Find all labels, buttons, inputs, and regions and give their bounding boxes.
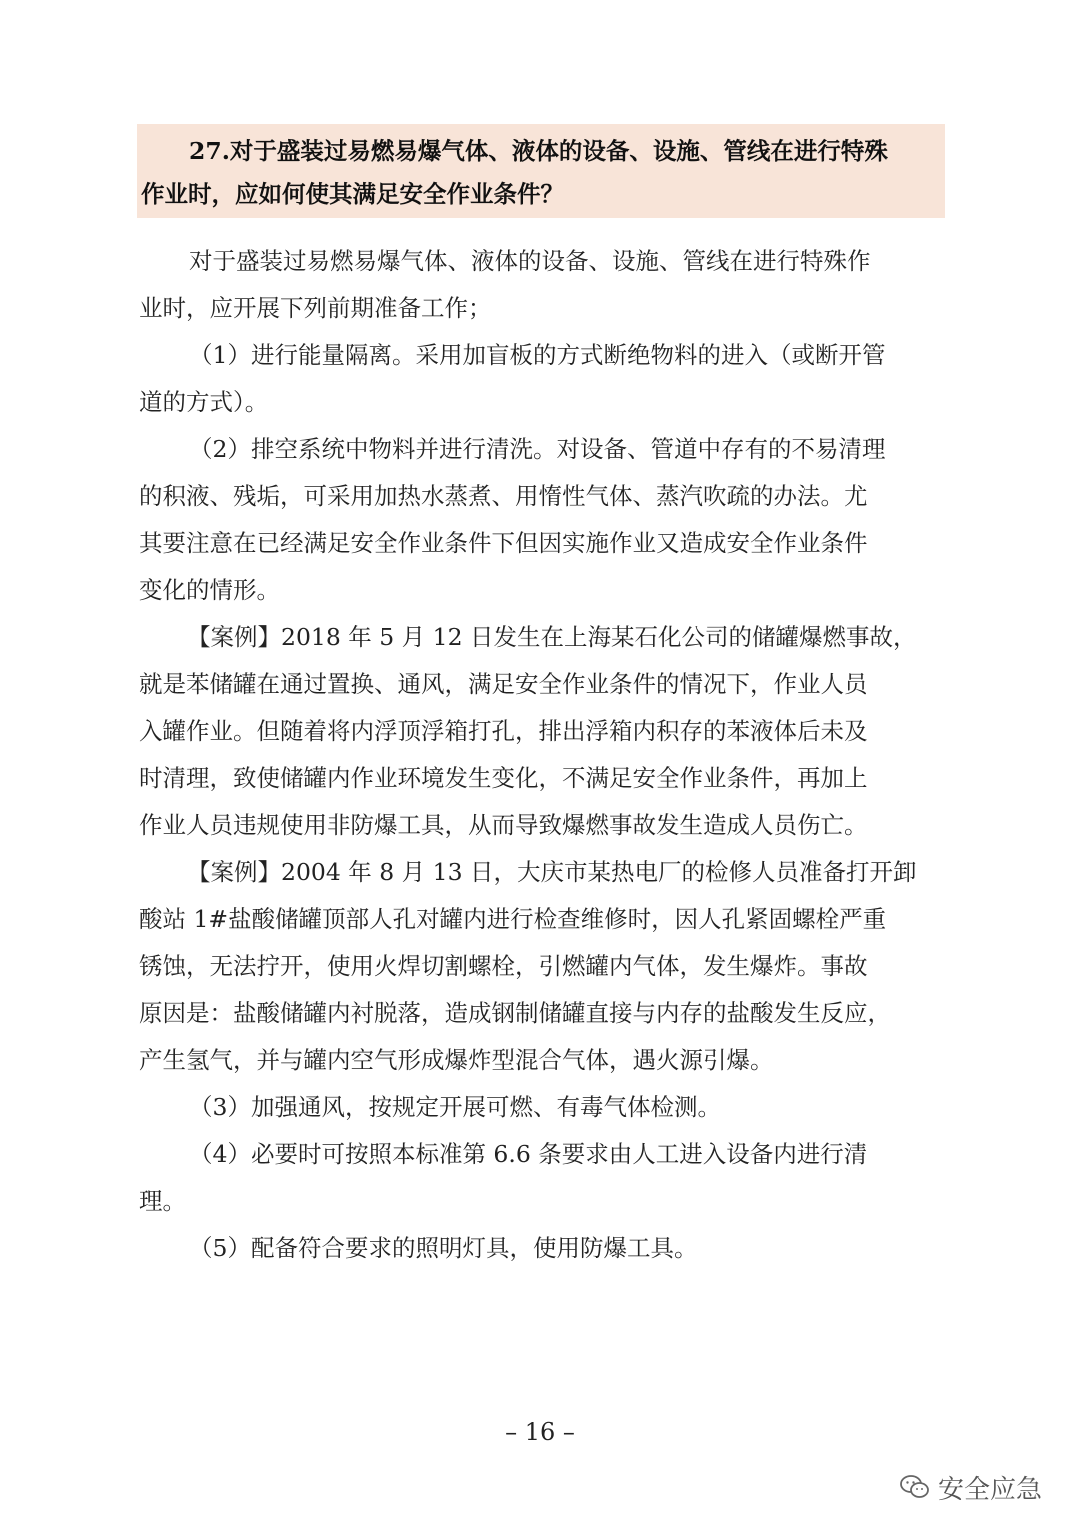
case-1-line-5: 作业人员违规使用非防爆工具，从而导致爆燃事故发生造成人员伤亡。	[139, 811, 868, 839]
question-line-2: 作业时，应如何使其满足安全作业条件？	[141, 180, 564, 208]
watermark	[900, 1467, 1042, 1507]
watermark-text: 安全应急	[937, 1474, 1042, 1505]
case-2-line-4: 原因是：盐酸储罐内衬脱落，造成钢制储罐直接与内存的盐酸发生反应，	[139, 999, 891, 1027]
item-4-line-1: （4）必要时可按照本标准第 6.6 条要求由人工进入设备内进行清	[189, 1140, 868, 1168]
question-heading	[137, 124, 945, 218]
item-2-line-4: 变化的情形。	[139, 576, 280, 604]
item-2-line-3: 其要注意在已经满足安全作业条件下但因实施作业又造成安全作业条件	[139, 529, 868, 557]
answer-body	[139, 238, 949, 1272]
case-2-line-2: 酸站 1#盐酸储罐顶部人孔对罐内进行检查维修时，因人孔紧固螺栓严重	[139, 905, 887, 933]
item-1-line-1: （1）进行能量隔离。采用加盲板的方式断绝物料的进入（或断开管	[189, 341, 886, 369]
case-2-line-3: 锈蚀，无法拧开，使用火焊切割螺栓，引燃罐内气体，发生爆炸。事故	[139, 952, 868, 980]
para-intro-line-2: 业时，应开展下列前期准备工作；	[139, 294, 492, 322]
question-line-1: 27.对于盛装过易燃易爆气体、液体的设备、设施、管线在进行特殊	[189, 137, 888, 165]
case-1-line-4: 时清理，致使储罐内作业环境发生变化，不满足安全作业条件，再加上	[139, 764, 868, 792]
case-1-line-1: 【案例】2018 年 5 月 12 日发生在上海某石化公司的储罐爆燃事故，	[187, 623, 917, 651]
case-2-line-1: 【案例】2004 年 8 月 13 日，大庆市某热电厂的检修人员准备打开卸	[187, 858, 917, 886]
item-4-line-2: 理。	[139, 1187, 186, 1215]
item-2-line-2: 的积液、残垢，可采用加热水蒸煮、用惰性气体、蒸汽吹疏的办法。尤	[139, 482, 868, 510]
wechat-icon	[900, 1474, 930, 1500]
para-intro-line-1: 对于盛装过易燃易爆气体、液体的设备、设施、管线在进行特殊作	[189, 247, 871, 275]
page-number: – 16 –	[505, 1418, 575, 1446]
item-2-line-1: （2）排空系统中物料并进行清洗。对设备、管道中存有的不易清理	[189, 435, 886, 463]
item-1-line-2: 道的方式）。	[139, 388, 269, 416]
item-5-line-1: （5）配备符合要求的照明灯具，使用防爆工具。	[189, 1234, 698, 1262]
item-3-line-1: （3）加强通风，按规定开展可燃、有毒气体检测。	[189, 1093, 721, 1121]
case-2-line-5: 产生氢气，并与罐内空气形成爆炸型混合气体，遇火源引爆。	[139, 1046, 774, 1074]
case-1-line-3: 入罐作业。但随着将内浮顶浮箱打孔，排出浮箱内积存的苯液体后未及	[139, 717, 868, 745]
case-1-line-2: 就是苯储罐在通过置换、通风，满足安全作业条件的情况下，作业人员	[139, 670, 868, 698]
